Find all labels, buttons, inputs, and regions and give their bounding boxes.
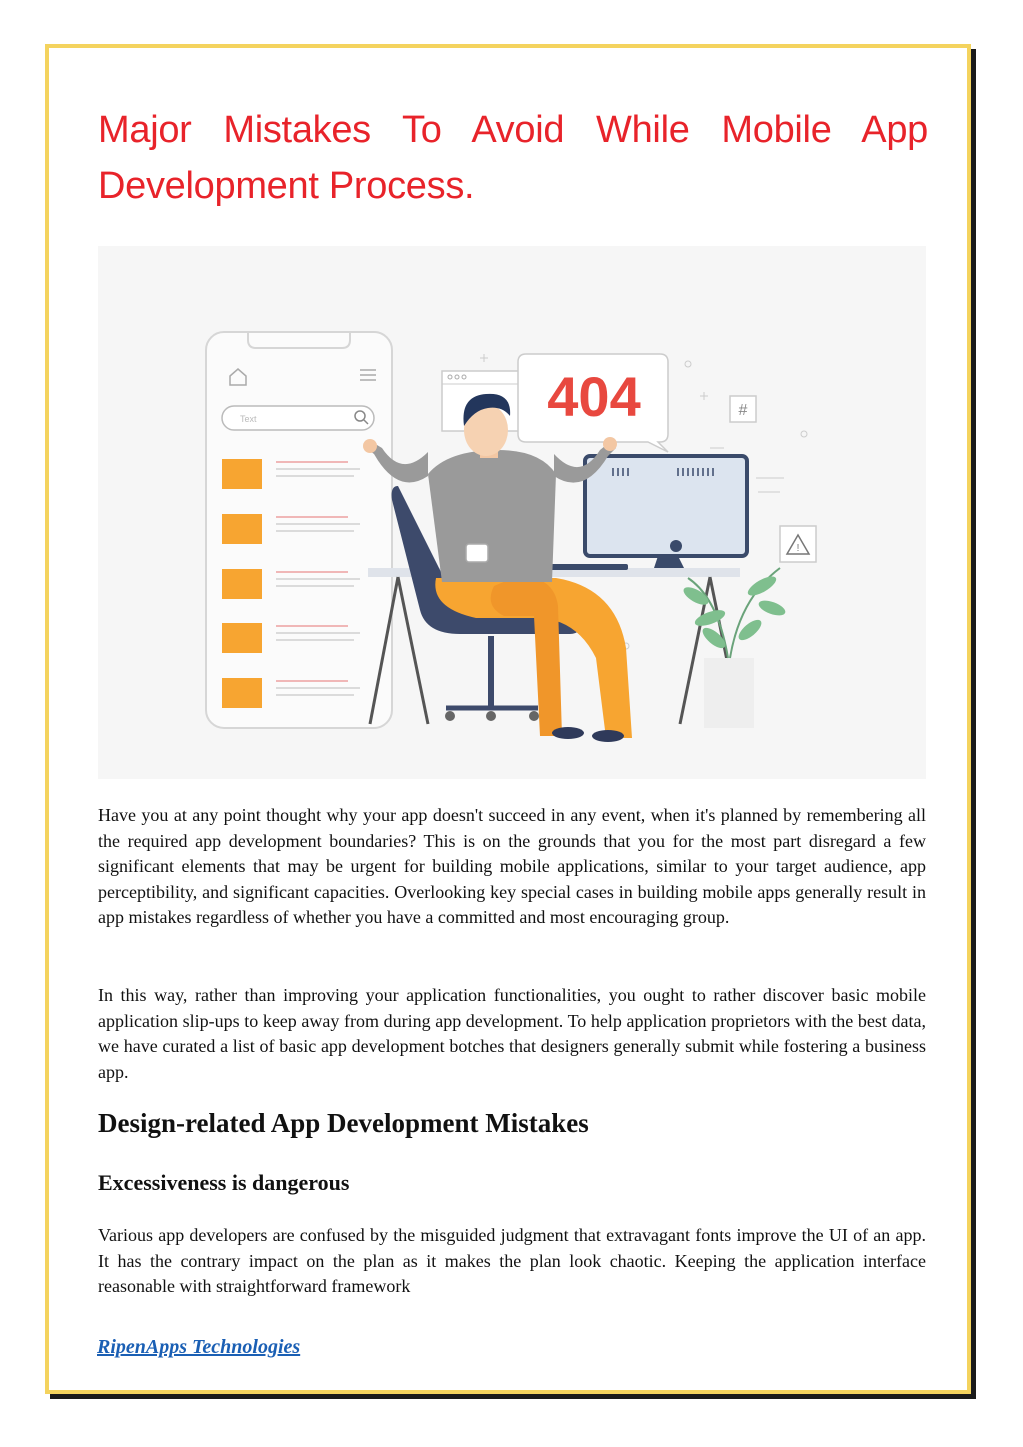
- svg-text:!: !: [796, 543, 800, 554]
- error-code: 404: [547, 365, 641, 428]
- subsection-paragraph: Various app developers are confused by the misguided judgment that extravagant fonts improve the UI of an app. It has the contrary impact on the plan as it makes the plan look chaotic. Keeping the application interface reasonable with straightforward framework: [98, 1225, 926, 1297]
- warning-icon: [780, 526, 816, 562]
- section-heading: Design-related App Development Mistakes: [98, 1108, 589, 1138]
- subsection-heading: Excessiveness is dangerous: [98, 1170, 350, 1195]
- hash-icon: [730, 396, 756, 422]
- error-bubble: [518, 354, 668, 452]
- intro-paragraph: Have you at any point thought why your app doesn't succeed in any event, when it's planned by remembering all the required app development boundaries? This is on the grounds that you for the most part disregard a few significant elements that may be urgent for building mobile applications, similar to your target audience, app perceptibility, and significant capacities. Overlooking key special cases in building mobile apps generally result in app mistakes regardless of whether you have a committed and most encouraging group.: [98, 805, 926, 928]
- company-link[interactable]: RipenApps Technologies: [97, 1336, 301, 1358]
- phone-mockup: [206, 332, 392, 728]
- page-title: Major Mistakes To Avoid While Mobile App Development Process.: [98, 109, 928, 207]
- monitor-icon: [585, 456, 747, 568]
- search-placeholder: Text: [240, 414, 257, 424]
- second-paragraph: In this way, rather than improving your application functionalities, you ought to rather discover basic mobile application slip-ups to keep away from during app development. To help application proprietors with the best data, we have curated a list of basic app development botches that designers generally submit while fostering a business app.: [98, 985, 926, 1082]
- hero-illustration: [98, 246, 926, 779]
- svg-text:#: #: [738, 402, 748, 419]
- coffee-mug: [466, 544, 488, 562]
